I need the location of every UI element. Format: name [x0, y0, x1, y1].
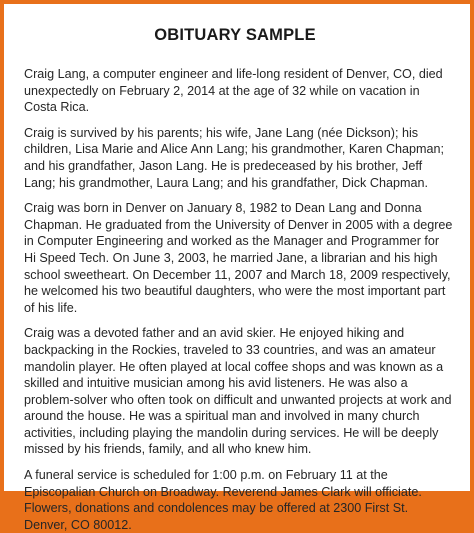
paragraph-personal-life: Craig was a devoted father and an avid skier. He enjoyed hiking and backpacking in the Rockies, traveled to 33 countries, and was an amateur mandolin player. He often played at local coffee shops and was known as a skilled and intuitive musician among his avid listeners. He was also a problem-solver who often took on difficult and unwanted projects at work and around the house. He was a spiritual man and involved in many church activities, including playing the mandolin during services. He will be deeply missed by his friends, family, and all who knew him.	[24, 326, 452, 457]
paragraph-death-notice: Craig Lang, a computer engineer and life-long resident of Denver, CO, died unexpectedly on February 2, 2014 at the age of 32 while on vacation in Costa Rica.	[24, 67, 443, 115]
document-page	[4, 4, 470, 532]
paragraph-survivors: Craig is survived by his parents; his wife, Jane Lang (née Dickson); his children, Lisa Marie and Alice Ann Lang; his grandmother, Karen Chapman; and his grandfather, Jason Lang. He is predeceased by his brother, Jeff Lang; his grandmother, Laura Lang; and his grandfather, Dick Chapman.	[24, 125, 445, 190]
paragraph-funeral-service: A funeral service is scheduled for 1:00 p.m. on February 11 at the Episcopalian Church on Broadway. Reverend James Clark will officiate. Flowers, donations and condolences may be offered at 2300 First St. Denver, CO 80012.	[24, 468, 422, 532]
document-title: OBITUARY SAMPLE	[154, 26, 316, 44]
paragraph-biography: Craig was born in Denver on January 8, 1982 to Dean Lang and Donna Chapman. He graduated from the University of Denver in 2005 with a degree in Computer Engineering and worked as the Manager and Programmer for Hi Speed Tech. On June 3, 2003, he married Jane, a librarian and his high school sweetheart. On December 11, 2007 and March 18, 2009 respectively, he welcomed his two beautiful daughters, who were the most important part of his life.	[24, 201, 453, 315]
